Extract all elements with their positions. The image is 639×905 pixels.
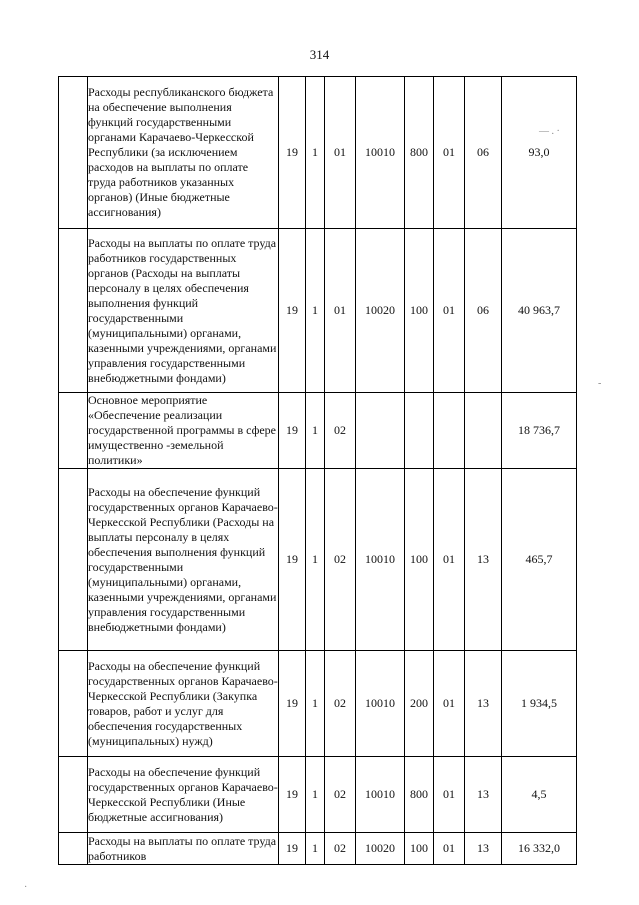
code-cell: 19 (279, 833, 306, 865)
code-cell: 01 (325, 77, 356, 229)
expense-name: Расходы на выплаты по оплате труда работников (88, 833, 279, 865)
code-cell: 100 (405, 229, 434, 393)
code-cell: 13 (465, 651, 502, 757)
code-cell: 100 (405, 469, 434, 651)
code-cell: 800 (405, 757, 434, 833)
code-cell: 19 (279, 393, 306, 469)
code-cell: 19 (279, 469, 306, 651)
code-cell: 1 (306, 651, 325, 757)
scan-artifact: — . · (539, 126, 560, 137)
table-row (59, 833, 577, 865)
code-cell (434, 393, 465, 469)
code-cell: 02 (325, 833, 356, 865)
amount-cell: 40 963,7 (502, 229, 577, 393)
code-cell: 200 (405, 651, 434, 757)
expense-name: Расходы на выплаты по оплате труда работников государственных органов (Расходы на выплаты персоналу в целях обеспечения выполнения функций государственными (муниципальными) органами, казенными учреждениями, органами управления государственными внебюджетными фондами) (88, 229, 279, 393)
code-cell: 01 (434, 651, 465, 757)
code-cell: 1 (306, 757, 325, 833)
amount-cell: 1 934,5 (502, 651, 577, 757)
scan-artifact: · (24, 882, 28, 893)
code-cell: 10010 (356, 651, 405, 757)
blank-cell (59, 469, 88, 651)
code-cell (465, 393, 502, 469)
code-cell: 06 (465, 229, 502, 393)
amount-cell: 16 332,0 (502, 833, 577, 865)
code-cell: 01 (434, 469, 465, 651)
code-cell: 13 (465, 469, 502, 651)
code-cell: 13 (465, 757, 502, 833)
table-row (59, 469, 577, 651)
amount-cell: 465,7 (502, 469, 577, 651)
code-cell: 13 (465, 833, 502, 865)
expense-name: Расходы на обеспечение функций государственных органов Карачаево-Черкесской Республики (Закупка товаров, работ и услуг для обеспечения государственных (муниципальных) нужд) (88, 651, 279, 757)
code-cell: 10020 (356, 229, 405, 393)
code-cell: 02 (325, 651, 356, 757)
amount-cell: 18 736,7 (502, 393, 577, 469)
table-row (59, 393, 577, 469)
blank-cell (59, 229, 88, 393)
expense-name: Расходы на обеспечение функций государственных органов Карачаево-Черкесской Республики (Иные бюджетные ассигнования) (88, 757, 279, 833)
code-cell: 1 (306, 393, 325, 469)
blank-cell (59, 393, 88, 469)
code-cell: 02 (325, 469, 356, 651)
scan-artifact: - (598, 378, 602, 389)
code-cell: 19 (279, 651, 306, 757)
code-cell: 19 (279, 77, 306, 229)
code-cell: 10010 (356, 469, 405, 651)
code-cell: 01 (434, 833, 465, 865)
code-cell: 1 (306, 469, 325, 651)
code-cell: 10020 (356, 833, 405, 865)
code-cell: 01 (434, 77, 465, 229)
blank-cell (59, 651, 88, 757)
amount-cell: 4,5 (502, 757, 577, 833)
page-number: 314 (309, 47, 330, 62)
code-cell: 01 (325, 229, 356, 393)
table-row (59, 757, 577, 833)
code-cell: 100 (405, 833, 434, 865)
code-cell: 1 (306, 77, 325, 229)
blank-cell (59, 833, 88, 865)
expense-name: Основное мероприятие «Обеспечение реализации государственной программы в сфере имущественно -земельной политики» (88, 393, 279, 469)
code-cell: 1 (306, 833, 325, 865)
table-row (59, 229, 577, 393)
blank-cell (59, 77, 88, 229)
amount-cell: 93,0 (502, 77, 577, 229)
code-cell: 1 (306, 229, 325, 393)
budget-table (58, 76, 577, 865)
blank-cell (59, 757, 88, 833)
code-cell: 10010 (356, 77, 405, 229)
code-cell: 800 (405, 77, 434, 229)
code-cell: 01 (434, 229, 465, 393)
code-cell (405, 393, 434, 469)
code-cell: 06 (465, 77, 502, 229)
expense-name: Расходы республиканского бюджета на обеспечение выполнения функций государственными органами Карачаево-Черкесской Республики (за исключением расходов на выплаты по оплате труда работников указанных органов) (Иные бюджетные ассигнования) (88, 77, 279, 229)
code-cell: 19 (279, 229, 306, 393)
code-cell: 01 (434, 757, 465, 833)
table-row (59, 651, 577, 757)
expense-name: Расходы на обеспечение функций государственных органов Карачаево-Черкесской Республики (Расходы на выплаты персоналу в целях обеспечения выполнения функций государственными (муниципальными) органами, казенными учреждениями, органами управления государственными внебюджетными фондами) (88, 469, 279, 651)
code-cell: 02 (325, 393, 356, 469)
code-cell (356, 393, 405, 469)
code-cell: 19 (279, 757, 306, 833)
table-row (59, 77, 577, 229)
code-cell: 10010 (356, 757, 405, 833)
code-cell: 02 (325, 757, 356, 833)
